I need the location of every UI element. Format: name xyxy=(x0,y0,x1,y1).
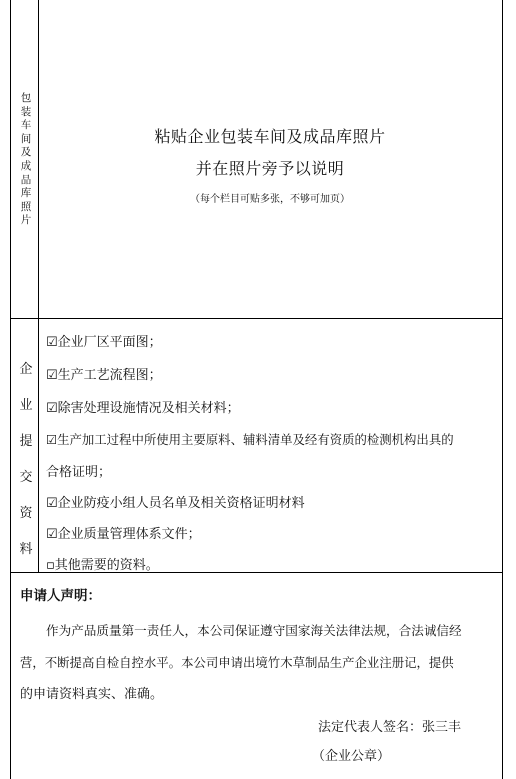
material-item-raw-materials-cont: 合格证明； xyxy=(46,465,112,480)
declaration-title: 申请人声明： xyxy=(20,588,101,604)
material-item-pest-treatment: ☑除害处理设施情况及相关材料； xyxy=(46,401,240,416)
material-item-other: ▫其他需要的资料。 xyxy=(46,558,159,573)
photo-title-line2: 并在照片旁予以说明 xyxy=(195,159,345,178)
materials-section-label: 企 业 提 交 资 料 xyxy=(19,362,33,557)
material-item-raw-materials: ☑生产加工过程中所使用主要原料、辅料清单及经有资质的检测机构出具的 xyxy=(46,432,454,447)
photo-section-label: 包 装 车 间 及 成 品 库 照 片 xyxy=(20,92,32,227)
material-item-site-plan: ☑企业厂区平面图； xyxy=(46,335,162,350)
photo-note: （每个栏目可贴多张，不够可加页） xyxy=(190,194,350,205)
photo-title-line1: 粘贴企业包装车间及成品库照片 xyxy=(154,127,386,146)
company-seal: （企业公章） xyxy=(312,749,391,764)
declaration-line3: 的申请资料真实、准确。 xyxy=(20,687,164,702)
material-item-quality-system: ☑企业质量管理体系文件； xyxy=(46,527,201,542)
material-item-process-flow: ☑生产工艺流程图； xyxy=(46,368,162,383)
declaration-line1: 作为产品质量第一责任人，本公司保证遵守国家海关法律法规，合法诚信经 xyxy=(46,623,462,638)
label-column-divider xyxy=(38,0,39,572)
table-border-right xyxy=(502,0,503,779)
representative-signature: 法定代表人签名：张三丰 xyxy=(318,720,462,735)
row-divider-1 xyxy=(10,318,503,319)
material-item-epidemic-team: ☑企业防疫小组人员名单及相关资格证明材料 xyxy=(46,496,305,511)
table-border-left xyxy=(10,0,11,779)
declaration-line2: 营，不断提高自检自控水平。本公司申请出境竹木草制品生产企业注册记，提供 xyxy=(20,655,454,670)
